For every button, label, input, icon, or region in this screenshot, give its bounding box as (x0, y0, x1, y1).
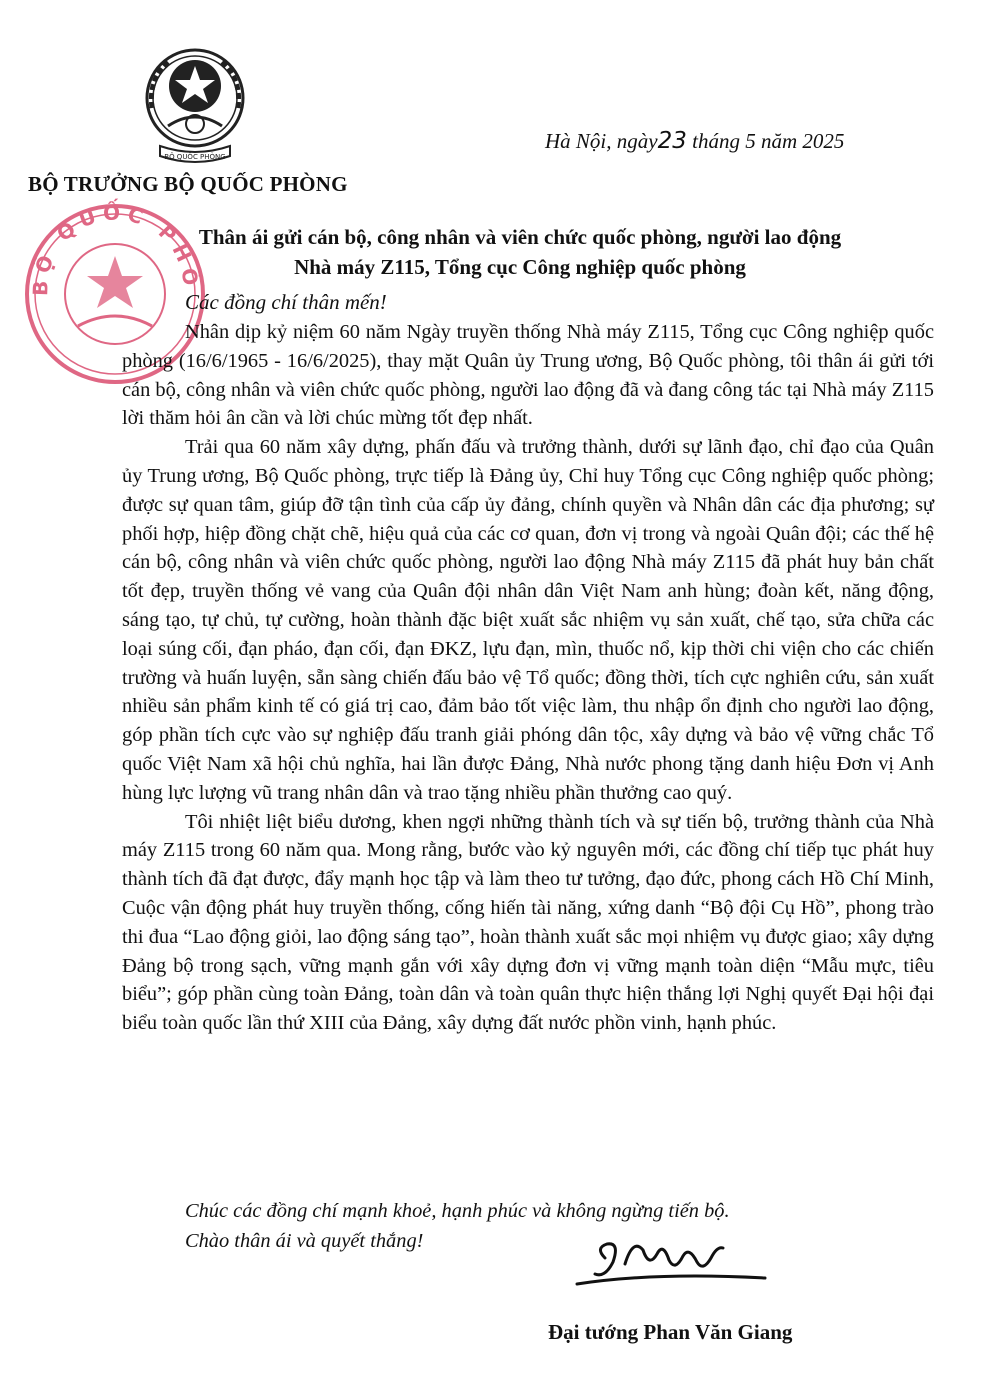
sender-title: BỘ TRƯỞNG BỘ QUỐC PHÒNG (28, 172, 348, 196)
letter-body (122, 318, 934, 1038)
seal-text: BỘ QUỐC PHÒ (28, 200, 204, 297)
body-paragraph-2: Trải qua 60 năm xây dựng, phấn đấu và trưởng thành, dưới sự lãnh đạo, chỉ đạo của Quân ủy Trung ương, Bộ Quốc phòng, trực tiếp là Đảng ủy, Chỉ huy Tổng cục Công nghiệp quốc phòng; được sự quan tâm, giúp đỡ tận tình của cấp ủy đảng, chính quyền và Nhân dân các địa phương; sự phối hợp, hiệp đồng chặt chẽ, hiệu quả của các cơ quan, đơn vị trong và ngoài Quân đội; các thế hệ cán bộ, công nhân và viên chức quốc phòng, người lao động Nhà máy Z115 đã phát huy bản chất tốt đẹp, truyền thống vẻ vang của Quân đội nhân dân Việt Nam anh hùng; đoàn kết, năng động, sáng tạo, tự chủ, tự cường, hoàn thành đặc biệt xuất sắc nhiệm vụ sản xuất, chế tạo, sửa chữa các loại súng cối, đạn pháo, đạn cối, đạn ĐKZ, lựu đạn, mìn, thuốc nổ, kịp thời chi viện cho các chiến trường và huấn luyện, sẵn sàng chiến đấu bảo vệ Tổ quốc; đồng thời, tích cực nghiên cứu, sản xuất nhiều sản phẩm kinh tế có giá trị cao, đảm bảo tốt việc làm, thu nhập ổn định cho người lao động, góp phần tích cực vào sự nghiệp đấu tranh giải phóng dân tộc, xây dựng và bảo vệ vững chắc Tổ quốc Việt Nam xã hội chủ nghĩa, hai lần được Đảng, Nhà nước phong tặng danh hiệu Đơn vị Anh hùng lực lượng vũ trang nhân dân và trao tặng nhiều phần thưởng cao quý. (122, 436, 934, 804)
handwritten-day: 23 (657, 128, 687, 154)
place-date-prefix: Hà Nội, ngày (545, 129, 658, 153)
handwritten-signature-icon (565, 1228, 785, 1298)
salutation: Các đồng chí thân mến! (185, 290, 387, 314)
addressee-line-1: Thân ái gửi cán bộ, công nhân và viên chức quốc phòng, người lao động (198, 225, 842, 249)
place-date-suffix: tháng 5 năm 2025 (686, 129, 845, 153)
addressee-line-2: Nhà máy Z115, Tổng cục Công nghiệp quốc phòng (294, 255, 746, 279)
body-paragraph-3: Tôi nhiệt liệt biểu dương, khen ngợi những thành tích và sự tiến bộ, trưởng thành của Nhà máy Z115 trong 60 năm qua. Mong rằng, bước vào kỷ nguyên mới, các đồng chí tiếp tục phát huy thành tích đã đạt được, đẩy mạnh học tập và làm theo tư tưởng, đạo đức, phong cách Hồ Chí Minh, Cuộc vận động phát huy truyền thống, cống hiến tài năng, xứng danh “Bộ đội Cụ Hồ”, phong trào thi đua “Lao động giỏi, lao động sáng tạo”, hoàn thành xuất sắc mọi nhiệm vụ được giao; xây dựng Đảng bộ trong sạch, vững mạnh gắn với xây dựng đơn vị vững mạnh toàn diện “Mẫu mực, tiêu biểu”; góp phần cùng toàn Đảng, toàn dân và toàn quân thực hiện thắng lợi Nghị quyết Đại hội đại biểu toàn quốc lần thứ XIII của Đảng, xây dựng đất nước phồn vinh, hạnh phúc. (122, 810, 934, 1035)
place-and-date (545, 128, 925, 154)
emblem-motto: BỘ QUỐC PHÒNG (164, 153, 226, 161)
addressee-heading (120, 222, 920, 282)
closing-line-1: Chúc các đồng chí mạnh khoẻ, hạnh phúc và không ngừng tiến bộ. (185, 1200, 730, 1222)
signer-name: Đại tướng Phan Văn Giang (548, 1320, 793, 1344)
closing-line-2: Chào thân ái và quyết thắng! (185, 1230, 424, 1252)
national-emblem-icon (130, 38, 260, 173)
body-paragraph-1: Nhân dịp kỷ niệm 60 năm Ngày truyền thống Nhà máy Z115, Tổng cục Công nghiệp quốc phòng (16/6/1965 - 16/6/2025), thay mặt Quân ủy Trung ương, Bộ Quốc phòng, tôi thân ái gửi tới cán bộ, công nhân và viên chức quốc phòng, người lao động đã và đang công tác tại Nhà máy Z115 lời thăm hỏi ân cần và lời chúc mừng tốt đẹp nhất. (122, 321, 934, 430)
